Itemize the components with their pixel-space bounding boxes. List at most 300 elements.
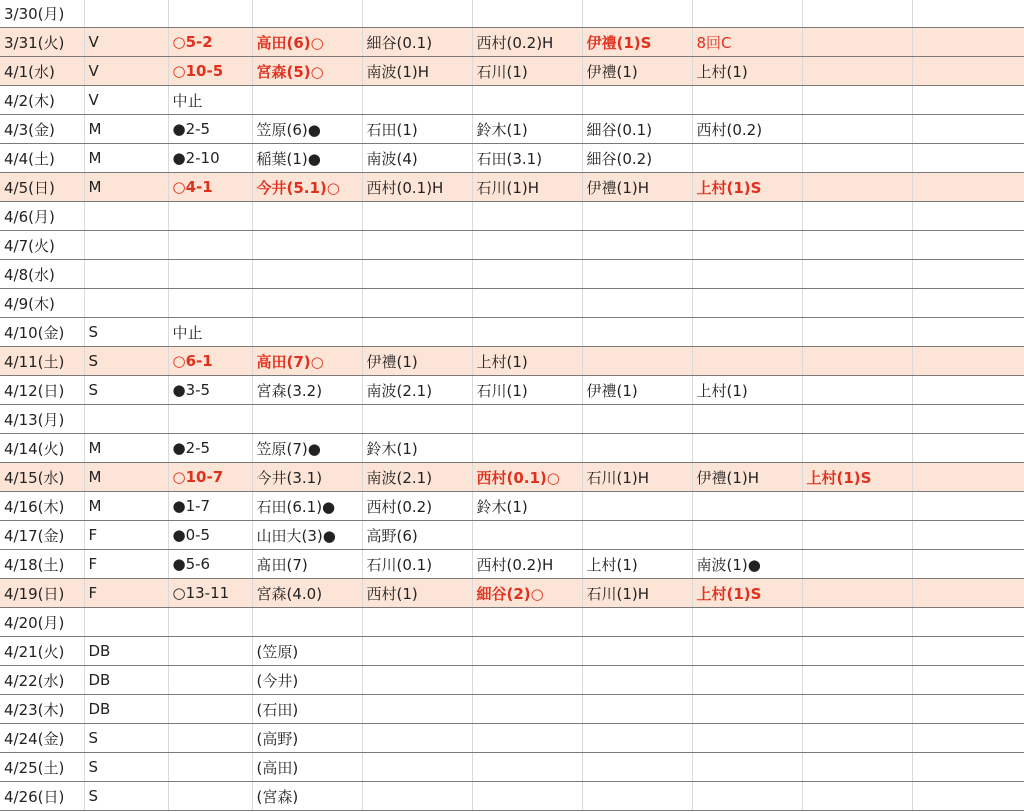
reliever-1-cell[interactable]: 石田(1) — [362, 115, 472, 144]
reliever-2-cell[interactable]: 石川(1) — [472, 376, 582, 405]
opponent-cell[interactable]: S — [84, 347, 168, 376]
reliever-3-cell[interactable] — [582, 521, 692, 550]
reliever-1-cell[interactable]: 細谷(0.1) — [362, 28, 472, 57]
date-cell[interactable]: 4/15(水) — [0, 463, 84, 492]
reliever-5-cell[interactable] — [802, 289, 912, 318]
reliever-3-cell[interactable] — [582, 666, 692, 695]
reliever-2-cell[interactable]: 鈴木(1) — [472, 115, 582, 144]
reliever-4-cell[interactable] — [692, 231, 802, 260]
reliever-2-cell[interactable] — [472, 695, 582, 724]
reliever-3-cell[interactable]: 細谷(0.1) — [582, 115, 692, 144]
result-cell[interactable] — [168, 695, 252, 724]
reliever-1-cell[interactable]: 鈴木(1) — [362, 434, 472, 463]
reliever-2-cell[interactable] — [472, 289, 582, 318]
starter-cell[interactable]: 高田(6)○ — [252, 28, 362, 57]
starter-cell[interactable]: 今井(3.1) — [252, 463, 362, 492]
blank-cell[interactable] — [912, 202, 1024, 231]
starter-cell[interactable] — [252, 260, 362, 289]
reliever-1-cell[interactable]: 西村(0.1)H — [362, 173, 472, 202]
reliever-5-cell[interactable] — [802, 782, 912, 811]
reliever-5-cell[interactable] — [802, 521, 912, 550]
date-cell[interactable]: 4/3(金) — [0, 115, 84, 144]
reliever-1-cell[interactable]: 南波(2.1) — [362, 376, 472, 405]
reliever-5-cell[interactable] — [802, 492, 912, 521]
reliever-3-cell[interactable] — [582, 318, 692, 347]
result-cell[interactable]: ○6-1 — [168, 347, 252, 376]
opponent-cell[interactable] — [84, 608, 168, 637]
reliever-1-cell[interactable] — [362, 231, 472, 260]
reliever-3-cell[interactable]: 石川(1)H — [582, 463, 692, 492]
reliever-1-cell[interactable]: 高野(6) — [362, 521, 472, 550]
opponent-cell[interactable] — [84, 231, 168, 260]
blank-cell[interactable] — [912, 318, 1024, 347]
blank-cell[interactable] — [912, 579, 1024, 608]
reliever-1-cell[interactable] — [362, 289, 472, 318]
table-row — [0, 347, 1024, 376]
starter-cell[interactable]: (高野) — [252, 724, 362, 753]
table-row — [0, 57, 1024, 86]
starter-cell[interactable]: 稲葉(1)● — [252, 144, 362, 173]
reliever-4-cell[interactable] — [692, 695, 802, 724]
reliever-5-cell[interactable] — [802, 434, 912, 463]
table-row — [0, 115, 1024, 144]
starter-cell[interactable]: 石田(6.1)● — [252, 492, 362, 521]
table-row — [0, 637, 1024, 666]
reliever-3-cell[interactable] — [582, 405, 692, 434]
reliever-1-cell[interactable] — [362, 86, 472, 115]
reliever-3-cell[interactable]: 石川(1)H — [582, 579, 692, 608]
blank-cell[interactable] — [912, 550, 1024, 579]
date-cell[interactable]: 4/12(日) — [0, 376, 84, 405]
starter-cell[interactable]: 高田(7)○ — [252, 347, 362, 376]
opponent-cell[interactable]: M — [84, 144, 168, 173]
starter-cell[interactable] — [252, 86, 362, 115]
table-row — [0, 202, 1024, 231]
date-cell[interactable]: 4/25(土) — [0, 753, 84, 782]
reliever-1-cell[interactable]: 南波(1)H — [362, 57, 472, 86]
blank-cell[interactable] — [912, 695, 1024, 724]
starter-cell[interactable]: (石田) — [252, 695, 362, 724]
result-cell[interactable] — [168, 782, 252, 811]
table-row — [0, 463, 1024, 492]
table-row — [0, 608, 1024, 637]
starter-cell[interactable]: (今井) — [252, 666, 362, 695]
starter-cell[interactable]: (笠原) — [252, 637, 362, 666]
reliever-4-cell[interactable] — [692, 405, 802, 434]
opponent-cell[interactable]: M — [84, 492, 168, 521]
reliever-5-cell[interactable] — [802, 144, 912, 173]
reliever-4-cell[interactable] — [692, 318, 802, 347]
blank-cell[interactable] — [912, 463, 1024, 492]
opponent-cell[interactable]: S — [84, 318, 168, 347]
opponent-cell[interactable]: F — [84, 550, 168, 579]
reliever-4-cell[interactable] — [692, 782, 802, 811]
opponent-cell[interactable]: M — [84, 115, 168, 144]
reliever-4-cell[interactable]: 南波(1)● — [692, 550, 802, 579]
reliever-5-cell[interactable] — [802, 724, 912, 753]
reliever-4-cell[interactable] — [692, 260, 802, 289]
opponent-cell[interactable] — [84, 260, 168, 289]
reliever-5-cell[interactable]: 上村(1)S — [802, 463, 912, 492]
reliever-3-cell[interactable] — [582, 695, 692, 724]
blank-cell[interactable] — [912, 86, 1024, 115]
result-cell[interactable]: ●2-5 — [168, 115, 252, 144]
reliever-5-cell[interactable] — [802, 347, 912, 376]
date-cell[interactable]: 4/18(土) — [0, 550, 84, 579]
result-cell[interactable]: ●0-5 — [168, 521, 252, 550]
reliever-4-cell[interactable] — [692, 144, 802, 173]
result-cell[interactable]: ○4-1 — [168, 173, 252, 202]
reliever-5-cell[interactable] — [802, 57, 912, 86]
starter-cell[interactable] — [252, 0, 362, 28]
blank-cell[interactable] — [912, 28, 1024, 57]
reliever-4-cell[interactable] — [692, 347, 802, 376]
reliever-3-cell[interactable] — [582, 347, 692, 376]
date-cell[interactable]: 4/26(日) — [0, 782, 84, 811]
opponent-cell[interactable]: S — [84, 753, 168, 782]
starter-cell[interactable] — [252, 289, 362, 318]
result-cell[interactable] — [168, 202, 252, 231]
reliever-3-cell[interactable] — [582, 231, 692, 260]
blank-cell[interactable] — [912, 231, 1024, 260]
reliever-5-cell[interactable] — [802, 0, 912, 28]
reliever-5-cell[interactable] — [802, 695, 912, 724]
result-cell[interactable]: ●2-10 — [168, 144, 252, 173]
blank-cell[interactable] — [912, 260, 1024, 289]
date-cell[interactable]: 4/7(火) — [0, 231, 84, 260]
reliever-5-cell[interactable] — [802, 173, 912, 202]
date-cell[interactable]: 4/13(月) — [0, 405, 84, 434]
blank-cell[interactable] — [912, 347, 1024, 376]
reliever-3-cell[interactable] — [582, 289, 692, 318]
reliever-4-cell[interactable] — [692, 753, 802, 782]
opponent-cell[interactable]: DB — [84, 637, 168, 666]
reliever-4-cell[interactable]: 西村(0.2) — [692, 115, 802, 144]
reliever-2-cell[interactable] — [472, 260, 582, 289]
date-cell[interactable]: 4/17(金) — [0, 521, 84, 550]
reliever-3-cell[interactable] — [582, 637, 692, 666]
reliever-1-cell[interactable] — [362, 608, 472, 637]
result-cell[interactable]: ○13-11 — [168, 579, 252, 608]
starter-cell[interactable]: 笠原(7)● — [252, 434, 362, 463]
result-cell[interactable]: ○10-7 — [168, 463, 252, 492]
reliever-3-cell[interactable] — [582, 0, 692, 28]
reliever-5-cell[interactable] — [802, 637, 912, 666]
reliever-3-cell[interactable]: 上村(1) — [582, 550, 692, 579]
reliever-5-cell[interactable] — [802, 318, 912, 347]
reliever-4-cell[interactable]: 上村(1)S — [692, 173, 802, 202]
reliever-1-cell[interactable] — [362, 637, 472, 666]
blank-cell[interactable] — [912, 782, 1024, 811]
reliever-4-cell[interactable]: 8回C — [692, 28, 802, 57]
opponent-cell[interactable]: F — [84, 521, 168, 550]
result-cell[interactable] — [168, 753, 252, 782]
reliever-3-cell[interactable]: 伊禮(1)H — [582, 173, 692, 202]
reliever-2-cell[interactable] — [472, 202, 582, 231]
reliever-2-cell[interactable]: 石田(3.1) — [472, 144, 582, 173]
blank-cell[interactable] — [912, 0, 1024, 28]
table-row — [0, 318, 1024, 347]
reliever-5-cell[interactable] — [802, 405, 912, 434]
result-cell[interactable] — [168, 405, 252, 434]
result-cell[interactable] — [168, 260, 252, 289]
result-cell[interactable]: 中止 — [168, 318, 252, 347]
blank-cell[interactable] — [912, 115, 1024, 144]
reliever-5-cell[interactable] — [802, 550, 912, 579]
starter-cell[interactable]: 笠原(6)● — [252, 115, 362, 144]
table-row — [0, 724, 1024, 753]
table-row — [0, 550, 1024, 579]
opponent-cell[interactable]: V — [84, 28, 168, 57]
opponent-cell[interactable]: M — [84, 434, 168, 463]
blank-cell[interactable] — [912, 405, 1024, 434]
reliever-2-cell[interactable] — [472, 753, 582, 782]
reliever-2-cell[interactable]: 西村(0.2)H — [472, 550, 582, 579]
reliever-5-cell[interactable] — [802, 28, 912, 57]
reliever-2-cell[interactable] — [472, 521, 582, 550]
opponent-cell[interactable]: S — [84, 724, 168, 753]
reliever-2-cell[interactable] — [472, 405, 582, 434]
opponent-cell[interactable] — [84, 289, 168, 318]
table-row — [0, 173, 1024, 202]
date-cell[interactable]: 4/24(金) — [0, 724, 84, 753]
date-cell[interactable]: 4/19(日) — [0, 579, 84, 608]
reliever-4-cell[interactable] — [692, 289, 802, 318]
starter-cell[interactable]: (宮森) — [252, 782, 362, 811]
reliever-4-cell[interactable] — [692, 666, 802, 695]
reliever-4-cell[interactable] — [692, 202, 802, 231]
date-cell[interactable]: 4/1(水) — [0, 57, 84, 86]
table-row — [0, 695, 1024, 724]
date-cell[interactable]: 4/23(木) — [0, 695, 84, 724]
starter-cell[interactable] — [252, 231, 362, 260]
starter-cell[interactable] — [252, 202, 362, 231]
result-cell[interactable] — [168, 231, 252, 260]
reliever-3-cell[interactable] — [582, 753, 692, 782]
reliever-3-cell[interactable] — [582, 492, 692, 521]
opponent-cell[interactable]: V — [84, 57, 168, 86]
reliever-2-cell[interactable]: 上村(1) — [472, 347, 582, 376]
reliever-2-cell[interactable] — [472, 231, 582, 260]
reliever-4-cell[interactable] — [692, 492, 802, 521]
result-cell[interactable] — [168, 637, 252, 666]
reliever-1-cell[interactable] — [362, 0, 472, 28]
reliever-2-cell[interactable] — [472, 724, 582, 753]
reliever-1-cell[interactable]: 石川(0.1) — [362, 550, 472, 579]
reliever-3-cell[interactable] — [582, 782, 692, 811]
date-cell[interactable]: 4/9(木) — [0, 289, 84, 318]
starter-cell[interactable] — [252, 405, 362, 434]
reliever-2-cell[interactable]: 石川(1)H — [472, 173, 582, 202]
reliever-2-cell[interactable] — [472, 0, 582, 28]
result-cell[interactable]: ●3-5 — [168, 376, 252, 405]
reliever-5-cell[interactable] — [802, 231, 912, 260]
starter-cell[interactable]: 宮森(3.2) — [252, 376, 362, 405]
result-cell[interactable] — [168, 608, 252, 637]
reliever-1-cell[interactable] — [362, 202, 472, 231]
date-cell[interactable]: 4/16(木) — [0, 492, 84, 521]
reliever-2-cell[interactable]: 西村(0.1)○ — [472, 463, 582, 492]
reliever-4-cell[interactable]: 上村(1) — [692, 376, 802, 405]
reliever-2-cell[interactable] — [472, 666, 582, 695]
reliever-4-cell[interactable] — [692, 724, 802, 753]
reliever-1-cell[interactable]: 南波(2.1) — [362, 463, 472, 492]
reliever-5-cell[interactable] — [802, 202, 912, 231]
reliever-1-cell[interactable] — [362, 695, 472, 724]
date-cell[interactable]: 4/2(木) — [0, 86, 84, 115]
result-cell[interactable]: 中止 — [168, 86, 252, 115]
reliever-1-cell[interactable] — [362, 260, 472, 289]
date-cell[interactable]: 4/5(日) — [0, 173, 84, 202]
starter-cell[interactable]: 今井(5.1)○ — [252, 173, 362, 202]
reliever-4-cell[interactable]: 上村(1)S — [692, 579, 802, 608]
blank-cell[interactable] — [912, 637, 1024, 666]
reliever-2-cell[interactable]: 石川(1) — [472, 57, 582, 86]
reliever-3-cell[interactable]: 伊禮(1)S — [582, 28, 692, 57]
reliever-5-cell[interactable] — [802, 666, 912, 695]
reliever-4-cell[interactable] — [692, 86, 802, 115]
blank-cell[interactable] — [912, 144, 1024, 173]
blank-cell[interactable] — [912, 608, 1024, 637]
reliever-1-cell[interactable]: 西村(1) — [362, 579, 472, 608]
date-cell[interactable]: 4/22(水) — [0, 666, 84, 695]
opponent-cell[interactable]: DB — [84, 695, 168, 724]
starter-cell[interactable] — [252, 318, 362, 347]
date-cell[interactable]: 4/21(火) — [0, 637, 84, 666]
result-cell[interactable] — [168, 724, 252, 753]
date-cell[interactable]: 4/8(水) — [0, 260, 84, 289]
table-row — [0, 0, 1024, 28]
date-cell[interactable]: 4/10(金) — [0, 318, 84, 347]
reliever-2-cell[interactable]: 鈴木(1) — [472, 492, 582, 521]
date-cell[interactable]: 4/14(火) — [0, 434, 84, 463]
table-row — [0, 86, 1024, 115]
reliever-4-cell[interactable] — [692, 434, 802, 463]
date-cell[interactable]: 4/20(月) — [0, 608, 84, 637]
opponent-cell[interactable]: S — [84, 782, 168, 811]
reliever-5-cell[interactable] — [802, 608, 912, 637]
blank-cell[interactable] — [912, 753, 1024, 782]
blank-cell[interactable] — [912, 666, 1024, 695]
blank-cell[interactable] — [912, 173, 1024, 202]
result-cell[interactable]: ○5-2 — [168, 28, 252, 57]
reliever-3-cell[interactable] — [582, 260, 692, 289]
reliever-4-cell[interactable] — [692, 0, 802, 28]
reliever-1-cell[interactable] — [362, 666, 472, 695]
reliever-1-cell[interactable]: 西村(0.2) — [362, 492, 472, 521]
reliever-4-cell[interactable]: 上村(1) — [692, 57, 802, 86]
reliever-2-cell[interactable] — [472, 608, 582, 637]
date-cell[interactable]: 4/6(月) — [0, 202, 84, 231]
blank-cell[interactable] — [912, 724, 1024, 753]
reliever-3-cell[interactable]: 伊禮(1) — [582, 376, 692, 405]
opponent-cell[interactable] — [84, 405, 168, 434]
reliever-4-cell[interactable] — [692, 637, 802, 666]
reliever-4-cell[interactable] — [692, 521, 802, 550]
opponent-cell[interactable] — [84, 0, 168, 28]
opponent-cell[interactable]: M — [84, 173, 168, 202]
reliever-5-cell[interactable] — [802, 753, 912, 782]
opponent-cell[interactable]: M — [84, 463, 168, 492]
reliever-3-cell[interactable] — [582, 434, 692, 463]
result-cell[interactable]: ●2-5 — [168, 434, 252, 463]
reliever-5-cell[interactable] — [802, 260, 912, 289]
table-row — [0, 260, 1024, 289]
reliever-2-cell[interactable]: 細谷(2)○ — [472, 579, 582, 608]
starter-cell[interactable]: 宮森(5)○ — [252, 57, 362, 86]
table-row — [0, 376, 1024, 405]
reliever-5-cell[interactable] — [802, 86, 912, 115]
reliever-2-cell[interactable]: 西村(0.2)H — [472, 28, 582, 57]
starter-cell[interactable]: (高田) — [252, 753, 362, 782]
result-cell[interactable]: ●5-6 — [168, 550, 252, 579]
opponent-cell[interactable] — [84, 202, 168, 231]
reliever-2-cell[interactable] — [472, 782, 582, 811]
starter-cell[interactable] — [252, 608, 362, 637]
reliever-3-cell[interactable]: 伊禮(1) — [582, 57, 692, 86]
starter-cell[interactable]: 山田大(3)● — [252, 521, 362, 550]
reliever-4-cell[interactable] — [692, 608, 802, 637]
reliever-1-cell[interactable] — [362, 782, 472, 811]
date-cell[interactable]: 3/30(月) — [0, 0, 84, 28]
reliever-4-cell[interactable]: 伊禮(1)H — [692, 463, 802, 492]
reliever-3-cell[interactable] — [582, 86, 692, 115]
reliever-5-cell[interactable] — [802, 376, 912, 405]
reliever-1-cell[interactable]: 南波(4) — [362, 144, 472, 173]
date-cell[interactable]: 4/11(土) — [0, 347, 84, 376]
reliever-3-cell[interactable] — [582, 608, 692, 637]
result-cell[interactable] — [168, 289, 252, 318]
blank-cell[interactable] — [912, 376, 1024, 405]
reliever-2-cell[interactable] — [472, 434, 582, 463]
reliever-2-cell[interactable] — [472, 86, 582, 115]
reliever-1-cell[interactable] — [362, 318, 472, 347]
date-cell[interactable]: 4/4(土) — [0, 144, 84, 173]
reliever-5-cell[interactable] — [802, 115, 912, 144]
blank-cell[interactable] — [912, 57, 1024, 86]
reliever-2-cell[interactable] — [472, 637, 582, 666]
opponent-cell[interactable]: S — [84, 376, 168, 405]
starter-cell[interactable]: 宮森(4.0) — [252, 579, 362, 608]
blank-cell[interactable] — [912, 434, 1024, 463]
opponent-cell[interactable]: F — [84, 579, 168, 608]
result-cell[interactable]: ○10-5 — [168, 57, 252, 86]
table-row — [0, 753, 1024, 782]
reliever-1-cell[interactable]: 伊禮(1) — [362, 347, 472, 376]
result-cell[interactable]: ●1-7 — [168, 492, 252, 521]
reliever-5-cell[interactable] — [802, 579, 912, 608]
reliever-3-cell[interactable] — [582, 724, 692, 753]
reliever-2-cell[interactable] — [472, 318, 582, 347]
opponent-cell[interactable]: DB — [84, 666, 168, 695]
date-cell[interactable]: 3/31(火) — [0, 28, 84, 57]
table-row — [0, 521, 1024, 550]
opponent-cell[interactable]: V — [84, 86, 168, 115]
result-cell[interactable] — [168, 0, 252, 28]
blank-cell[interactable] — [912, 492, 1024, 521]
blank-cell[interactable] — [912, 521, 1024, 550]
reliever-3-cell[interactable] — [582, 202, 692, 231]
table-row — [0, 579, 1024, 608]
reliever-1-cell[interactable] — [362, 405, 472, 434]
reliever-1-cell[interactable] — [362, 724, 472, 753]
starter-cell[interactable]: 髙田(7) — [252, 550, 362, 579]
reliever-1-cell[interactable] — [362, 753, 472, 782]
table-row — [0, 144, 1024, 173]
result-cell[interactable] — [168, 666, 252, 695]
blank-cell[interactable] — [912, 289, 1024, 318]
reliever-3-cell[interactable]: 細谷(0.2) — [582, 144, 692, 173]
